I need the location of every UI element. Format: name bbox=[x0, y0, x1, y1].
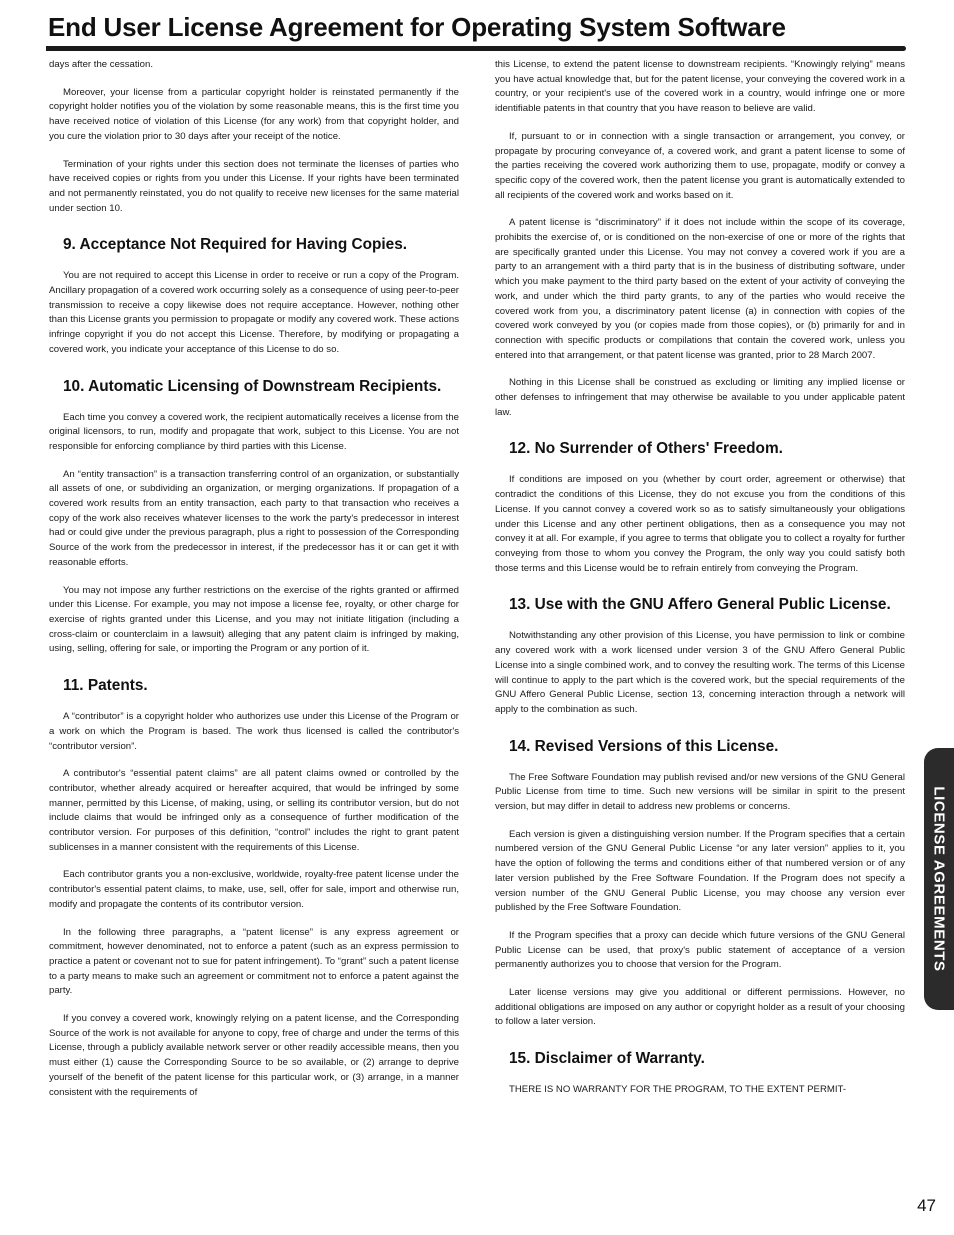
paragraph: A “contributor” is a copyright holder who authorizes use under this License of the Program or a work on which the Program is based. The work thus licensed is called the contributor's “contributor version”. bbox=[49, 711, 459, 752]
paragraph: An “entity transaction” is a transaction transferring control of an organization, or substantially all assets of one, or subdividing an organization, or merging organizations. If propagation of a covered work results from an entity transaction, each party to that transaction who receives a copy of the work also receives whatever licenses to the work the party's predecessor in interest had or could give under the previous paragraph, plus a right to possession of the Corresponding Source of the work from the predecessor in interest, if the predecessor has it or can get it with reasonable efforts. bbox=[49, 468, 459, 568]
section-tab bbox=[924, 748, 954, 1010]
paragraph: Each version is given a distinguishing version number. If the Program specifies that a certain numbered version of the GNU General Public License “or any later version” applies to it, you have the option of following the terms and conditions either of that numbered version or of any later version published by the Free Software Foundation. If the Program does not specify a version number of the GNU General Public License, you may choose any version ever published by the Free Software Foundation. bbox=[495, 828, 905, 914]
section-heading: 9. Acceptance Not Required for Having Copies. bbox=[63, 236, 408, 254]
paragraph: If, pursuant to or in connection with a single transaction or arrangement, you convey, or propagate by procuring conveyance of, a covered work, and grant a patent license to some of the parties receiving the covered work authorizing them to use, propagate, modify or convey a specific copy of the covered work, then the patent license you grant is automatically extended to all recipients of the covered work and works based on it. bbox=[495, 130, 905, 201]
paragraph: In the following three paragraphs, a “patent license” is any express agreement or commitment, however denominated, not to enforce a patent (such as an express permission to practice a patent or covenant not to sue for patent infringement). To “grant” such a patent license to a party means to make such an agreement or commitment not to enforce a patent against the party. bbox=[49, 926, 459, 997]
section-tab-label: LICENSE AGREEMENTS bbox=[930, 786, 948, 972]
paragraph: You are not required to accept this License in order to receive or run a copy of the Program. Ancillary propagation of a covered work occurring solely as a consequence of using peer-to-peer transmission to receive a copy likewise does not require acceptance. However, nothing other than this License grants you permission to propagate or modify any covered work. These actions infringe copyright if you do not accept this License. Therefore, by modifying or propagating a covered work, you indicate your acceptance of this License to do so. bbox=[49, 270, 459, 355]
section-heading: 11. Patents. bbox=[63, 677, 148, 695]
page-number: 47 bbox=[917, 1196, 936, 1215]
paragraph: Nothing in this License shall be construed as excluding or limiting any implied license or other defenses to infringement that may otherwise be available to you under applicable patent law. bbox=[495, 377, 905, 418]
paragraph: days after the cessation. bbox=[49, 59, 153, 70]
paragraph: Later license versions may give you additional or different permissions. However, no additional obligations are imposed on any author or copyright holder as a result of your choosing to follow a later version. bbox=[495, 987, 905, 1028]
paragraph: Moreover, your license from a particular copyright holder is reinstated permanently if the copyright holder notifies you of the violation by some reasonable means, this is the first time you have received notice of violation of this License (for any work) from that copyright holder, and you cure the violation prior to 30 days after your receipt of the notice. bbox=[49, 86, 459, 142]
paragraph: Each contributor grants you a non-exclusive, worldwide, royalty-free patent license under the contributor's essential patent claims, to make, use, sell, offer for sale, import and otherwise run, modify and propagate the contents of its contributor version. bbox=[49, 869, 459, 910]
paragraph: A contributor's “essential patent claims” are all patent claims owned or controlled by the contributor, whether already acquired or hereafter acquired, that would be infringed by some manner, permitted by this License, of making, using, or selling its contributor version, but do not include claims that would be infringed only as a consequence of further modification of the contributor version. For purposes of this definition, “control” includes the right to grant patent sublicenses in a manner consistent with the requirements of this License. bbox=[49, 768, 459, 853]
paragraph: If the Program specifies that a proxy can decide which future versions of the GNU General Public License can be used, that proxy's public statement of acceptance of a version permanently authorizes you to choose that version for the Program. bbox=[495, 929, 905, 971]
section-heading: 14. Revised Versions of this License. bbox=[509, 737, 779, 755]
paragraph: You may not impose any further restrictions on the exercise of the rights granted or affirmed under this License. For example, you may not impose a license fee, royalty, or other charge for exercise of rights granted under this License, and you may not initiate litigation (including a cross-claim or counterclaim in a lawsuit) alleging that any patent claim is infringed by making, using, selling, offering for sale, or importing the Program or any portion of it. bbox=[49, 584, 459, 655]
page-title: End User License Agreement for Operating System Software bbox=[48, 12, 786, 42]
section-heading: 15. Disclaimer of Warranty. bbox=[509, 1050, 705, 1068]
paragraph: If you convey a covered work, knowingly relying on a patent license, and the Corresponding Source of the work is not available for anyone to copy, free of charge and under the terms of this License, through a publicly available network server or other readily accessible means, then you must either (1) cause the Corresponding Source to be so available, or (2) arrange to deprive yourself of the benefit of the patent license for this particular work, or (3) arrange, in a manner consistent with the requirements of bbox=[49, 1013, 459, 1098]
paragraph: this License, to extend the patent license to downstream recipients. “Knowingly relying” means you have actual knowledge that, but for the patent license, your conveying the covered work in a country, or your recipient's use of the covered work in a country, would infringe one or more identifiable patents in that country that you have reason to believe are valid. bbox=[495, 59, 905, 115]
section-heading: 10. Automatic Licensing of Downstream Recipients. bbox=[63, 377, 442, 395]
paragraph: A patent license is “discriminatory” if it does not include within the scope of its coverage, prohibits the exercise of, or is conditioned on the non-exercise of one or more of the rights that are specifically granted under this License. You may not convey a covered work if you are a party to an arrangement with a third party that is in the business of distributing software, under which you make payment to the third party based on the extent of your activity of conveying the work, and under which the third party grants, to any of the parties who would receive the covered work from you, a discriminatory patent license (a) in connection with copies of the covered work conveyed by you (or copies made from those copies), or (b) primarily for and in connection with specific products or compilations that contain the covered work, unless you entered into that arrangement, or that patent license was granted, prior to 28 March 2007. bbox=[495, 217, 905, 361]
paragraph: Notwithstanding any other provision of this License, you have permission to link or combine any covered work with a work licensed under version 3 of the GNU Affero General Public License into a single combined work, and to convey the resulting work. The terms of this License will continue to apply to the part which is the covered work, but the special requirements of the GNU Affero General Public License, section 13, concerning interaction through a network will apply to the combination as such. bbox=[495, 630, 905, 715]
section-heading: 12. No Surrender of Others' Freedom. bbox=[509, 440, 783, 458]
title-rule bbox=[46, 46, 906, 51]
paragraph: Each time you convey a covered work, the recipient automatically receives a license from the original licensors, to run, modify and propagate that work, subject to this License. You are not responsible for enforcing compliance by third parties with this License. bbox=[49, 411, 459, 452]
paragraph: If conditions are imposed on you (whether by court order, agreement or otherwise) that contradict the conditions of this License, they do not excuse you from the conditions of this License. If you cannot convey a covered work so as to satisfy simultaneously your obligations under this License and any other pertinent obligations, then as a consequence you may not convey it at all. For example, if you agree to terms that obligate you to collect a royalty for further conveying from those to whom you convey the Program, the only way you could satisfy both those terms and this License would be to refrain entirely from conveying the Program. bbox=[495, 474, 905, 574]
paragraph: Termination of your rights under this section does not terminate the licenses of parties who have received copies or rights from you under this License. If your rights have been terminated and not permanently reinstated, you do not qualify to receive new licenses for the same material under section 10. bbox=[49, 158, 459, 214]
left-column bbox=[49, 58, 459, 1186]
paragraph: THERE IS NO WARRANTY FOR THE PROGRAM, TO THE EXTENT PERMIT- bbox=[509, 1084, 847, 1096]
right-column bbox=[495, 58, 905, 1186]
paragraph: The Free Software Foundation may publish revised and/or new versions of the GNU General Public License from time to time. Such new versions will be similar in spirit to the present version, but may differ in detail to address new problems or concerns. bbox=[495, 771, 905, 813]
section-heading: 13. Use with the GNU Affero General Public License. bbox=[509, 596, 891, 614]
